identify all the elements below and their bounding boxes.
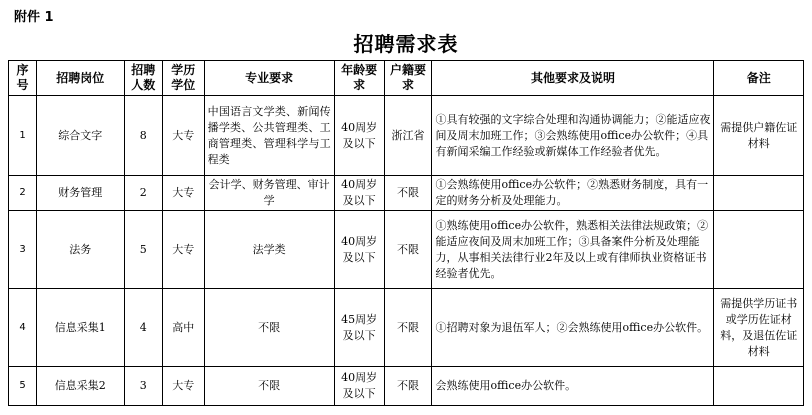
cell-age: 40周岁及以下 [334,96,384,176]
header-age: 年龄要求 [334,61,384,96]
header-seq: 序号 [9,61,37,96]
cell-major: 法学类 [204,211,334,289]
cell-major: 会计学、财务管理、审计学 [204,176,334,211]
cell-note [714,176,804,211]
attachment-label: 附件 1 [14,10,54,25]
header-note: 备注 [714,61,804,96]
table-row [9,289,804,367]
cell-seq: 2 [9,176,37,211]
header-education: 学历学位 [163,61,205,96]
cell-hukou: 浙江省 [384,96,432,176]
cell-other: ①招聘对象为退伍军人；②会熟练使用office办公软件。 [432,289,714,367]
cell-seq: 3 [9,211,37,289]
header-other: 其他要求及说明 [432,61,714,96]
cell-age: 40周岁及以下 [334,176,384,211]
cell-education: 大专 [163,96,205,176]
cell-major: 不限 [204,367,334,406]
header-row [9,61,804,96]
cell-count: 8 [124,96,163,176]
cell-education: 高中 [163,289,205,367]
cell-position: 法务 [37,211,124,289]
cell-age: 40周岁及以下 [334,211,384,289]
cell-position: 信息采集1 [37,289,124,367]
cell-major: 不限 [204,289,334,367]
header-count: 招聘人数 [124,61,163,96]
cell-note [714,211,804,289]
cell-other: ①会熟练使用office办公软件；②熟悉财务制度，具有一定的财务分析及处理能力。 [432,176,714,211]
cell-education: 大专 [163,367,205,406]
table-row [9,367,804,406]
cell-age: 40周岁及以下 [334,367,384,406]
table-row [9,96,804,176]
cell-major: 中国语言文学类、新闻传播学类、公共管理类、工商管理类、管理科学与工程类 [204,96,334,176]
cell-count: 4 [124,289,163,367]
cell-count: 5 [124,211,163,289]
cell-note [714,367,804,406]
cell-position: 综合文字 [37,96,124,176]
cell-seq: 5 [9,367,37,406]
cell-education: 大专 [163,176,205,211]
header-hukou: 户籍要求 [384,61,432,96]
cell-education: 大专 [163,211,205,289]
cell-position: 信息采集2 [37,367,124,406]
table-row [9,211,804,289]
cell-age: 45周岁及以下 [334,289,384,367]
header-major: 专业要求 [204,61,334,96]
cell-hukou: 不限 [384,367,432,406]
cell-other: ①具有较强的文字综合处理和沟通协调能力；②能适应夜间及周末加班工作；③会熟练使用office办公软件；④具有新闻采编工作经验或新媒体工作经验者优先。 [432,96,714,176]
table-row [9,176,804,211]
cell-note: 需提供户籍佐证材料 [714,96,804,176]
cell-count: 3 [124,367,163,406]
cell-note: 需提供学历证书或学历佐证材料，及退伍佐证材料 [714,289,804,367]
recruitment-table [8,60,804,406]
cell-count: 2 [124,176,163,211]
cell-seq: 1 [9,96,37,176]
page-title: 招聘需求表 [353,32,459,56]
cell-seq: 4 [9,289,37,367]
cell-position: 财务管理 [37,176,124,211]
cell-other: ①熟练使用office办公软件，熟悉相关法律法规政策；②能适应夜间及周末加班工作；③具备案件分析及处理能力，从事相关法律行业2年及以上或有律师执业资格证书经验者优先。 [432,211,714,289]
cell-hukou: 不限 [384,289,432,367]
cell-other: 会熟练使用office办公软件。 [432,367,714,406]
cell-hukou: 不限 [384,211,432,289]
cell-hukou: 不限 [384,176,432,211]
header-position: 招聘岗位 [37,61,124,96]
